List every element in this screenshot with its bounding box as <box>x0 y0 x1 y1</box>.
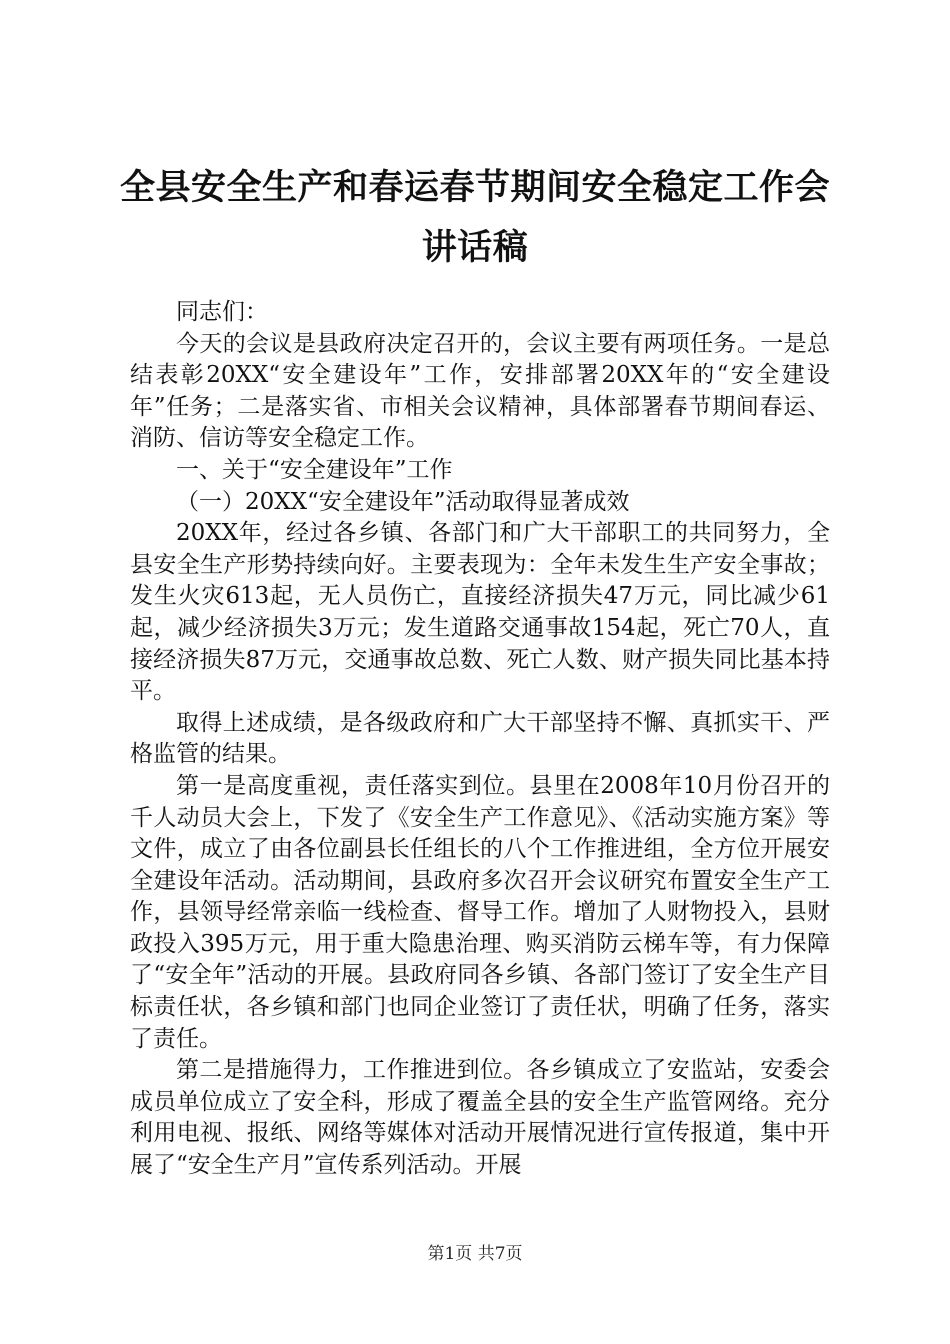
results-paragraph: 20XX年，经过各乡镇、各部门和广大干部职工的共同努力，全县安全生产形势持续向好。主要表现为：全年未发生生产安全事故；发生火灾613起，无人员伤亡，直接经济损失47万元，同比减少61起，减少经济损失3万元；发生道路交通事故154起，死亡70人，直接经济损失87万元，交通事故总数、死亡人数、财产损失同比基本持平。 <box>130 520 830 705</box>
document-title: 全县安全生产和春运春节期间安全稳定工作会讲话稿 <box>119 168 830 268</box>
document-body <box>130 297 830 1182</box>
salutation-paragraph: 同志们： <box>176 299 268 325</box>
point-two-paragraph: 第二是措施得力，工作推进到位。各乡镇成立了安监站，安委会成员单位成立了安全科，形成了覆盖全县的安全生产监管网络。充分利用电视、报纸、网络等媒体对活动开展情况进行宣传报道，集中开展了“安全生产月”宣传系列活动。开展 <box>130 1057 830 1179</box>
intro-paragraph: 今天的会议是县政府决定召开的，会议主要有两项任务。一是总结表彰20XX“安全建设年”工作，安排部署20XX年的“安全建设年”任务；二是落实省、市相关会议精神，具体部署春节期间春运、消防、信访等安全稳定工作。 <box>130 330 830 452</box>
point-one-paragraph: 第一是高度重视，责任落实到位。县里在2008年10月份召开的千人动员大会上，下发了《安全生产工作意见》、《活动实施方案》等文件，成立了由各位副县长任组长的八个工作推进组，全方位开展安全建设年活动。活动期间，县政府多次召开会议研究布置安全生产工作，县领导经常亲临一线检查、督导工作。增加了人财物投入，县财政投入395万元，用于重大隐患治理、购买消防云梯车等，有力保障了“安全年”活动的开展。县政府同各乡镇、各部门签订了安全生产目标责任状，各乡镇和部门也同企业签订了责任状，明确了任务，落实了责任。 <box>130 772 830 1052</box>
summary-paragraph: 取得上述成绩，是各级政府和广大干部坚持不懈、真抓实干、严格监管的结果。 <box>130 709 830 768</box>
subsection-heading: （一）20XX“安全建设年”活动取得显著成效 <box>176 488 630 515</box>
page-footer: 第1页 共7页 <box>427 1244 523 1264</box>
section-heading: 一、关于“安全建设年”工作 <box>176 456 453 483</box>
